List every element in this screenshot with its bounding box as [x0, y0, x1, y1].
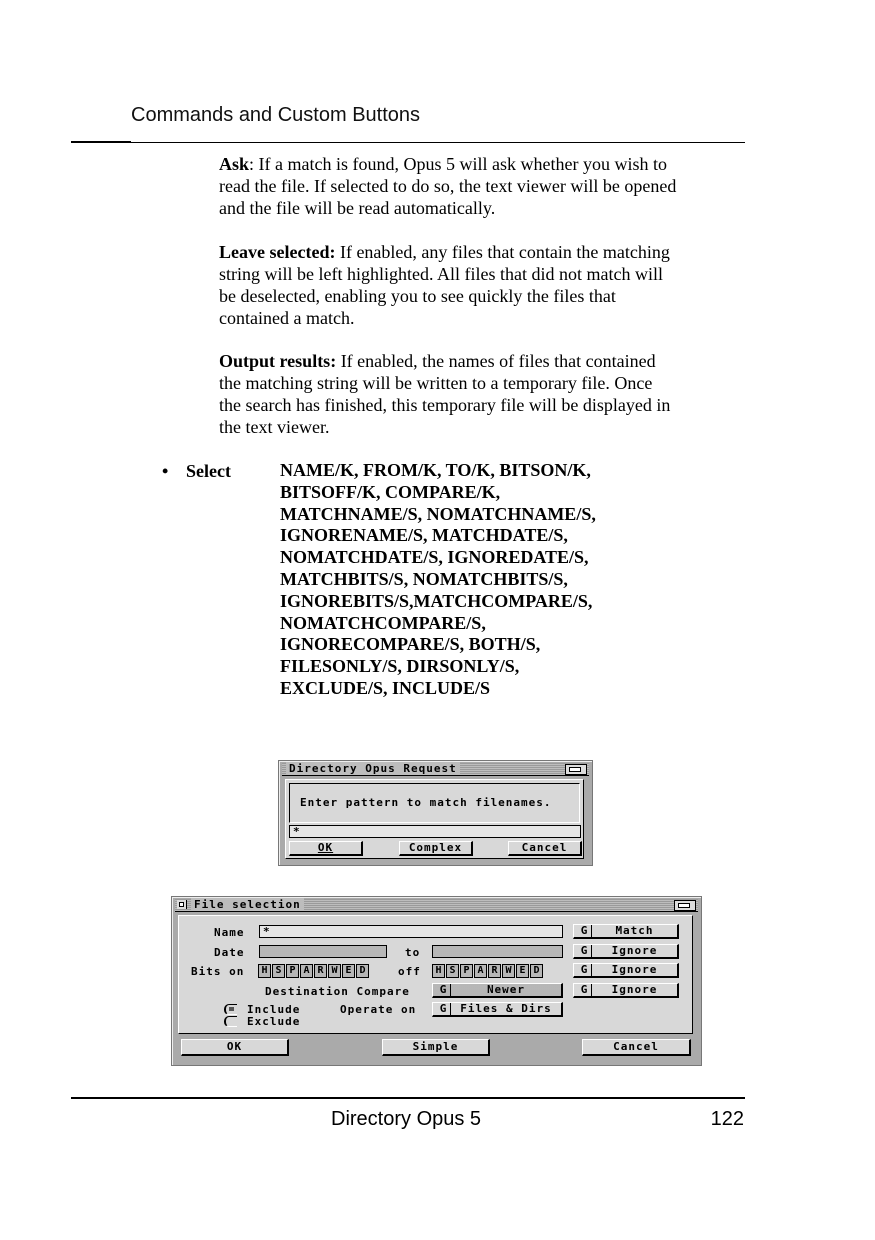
- file-selection-dialog: [171, 896, 702, 1066]
- date-mode-value: Ignore: [611, 944, 658, 957]
- name-mode-value: Match: [615, 924, 654, 937]
- date-to-input[interactable]: [432, 945, 563, 958]
- bit-toggle[interactable]: A: [300, 964, 313, 978]
- paragraph-line: string will be left highlighted. All files that did not match will: [219, 264, 663, 284]
- date-to-label: to: [405, 946, 421, 959]
- bit-toggle[interactable]: D: [530, 964, 543, 978]
- include-radio[interactable]: [224, 1004, 237, 1015]
- bit-toggle[interactable]: H: [432, 964, 445, 978]
- bit-toggle[interactable]: A: [474, 964, 487, 978]
- cycle-icon: G: [577, 984, 592, 996]
- page-header-title: Commands and Custom Buttons: [131, 104, 421, 126]
- bit-toggle[interactable]: S: [272, 964, 285, 978]
- term-leave-selected: Leave selected:: [219, 242, 336, 262]
- simple-button[interactable]: Simple: [382, 1039, 490, 1056]
- paragraph-output-results: [219, 350, 747, 438]
- bit-toggle[interactable]: E: [342, 964, 355, 978]
- term-ask: Ask: [219, 154, 250, 174]
- bit-toggle[interactable]: W: [502, 964, 515, 978]
- date-mode-cycle[interactable]: [573, 944, 679, 959]
- term-output-results: Output results:: [219, 351, 337, 371]
- bit-toggle[interactable]: S: [446, 964, 459, 978]
- request-message-box: [289, 783, 580, 823]
- file-selection-titlebar[interactable]: [175, 899, 698, 912]
- ok-button[interactable]: OK: [289, 841, 363, 856]
- bit-toggle[interactable]: P: [460, 964, 473, 978]
- compare-mode-value: Ignore: [611, 983, 658, 996]
- bits-on-label: Bits on: [191, 965, 245, 978]
- template-line: NOMATCHCOMPARE/S,: [280, 612, 486, 633]
- file-selection-panel: [178, 915, 693, 1034]
- template-line: MATCHBITS/S, NOMATCHBITS/S,: [280, 568, 568, 589]
- template-line: IGNOREBITS/S,MATCHCOMPARE/S,: [280, 590, 593, 611]
- paragraph-line: the matching string will be written to a temporary file. Once: [219, 373, 653, 393]
- paragraph-line: If enabled, any files that contain the matching: [339, 242, 670, 262]
- bit-toggle[interactable]: H: [258, 964, 271, 978]
- paragraph-line: the search has finished, this temporary file will be displayed in: [219, 395, 671, 415]
- depth-gadget-icon[interactable]: [565, 764, 587, 775]
- bit-toggle[interactable]: D: [356, 964, 369, 978]
- request-title: Directory Opus Request: [286, 762, 460, 775]
- cycle-icon: G: [577, 945, 592, 957]
- header-rule: [131, 142, 745, 143]
- header-rule-accent: [71, 141, 131, 143]
- name-input[interactable]: *: [259, 925, 563, 938]
- exclude-radio[interactable]: [224, 1016, 237, 1027]
- depth-gadget-icon[interactable]: [674, 900, 696, 911]
- bits-off-group: [432, 964, 543, 978]
- request-dialog: [278, 760, 593, 866]
- template-line: FILESONLY/S, DIRSONLY/S,: [280, 656, 520, 677]
- footer-title: Directory Opus 5: [331, 1108, 482, 1130]
- compare-cycle[interactable]: [432, 983, 563, 998]
- operate-on-cycle[interactable]: [432, 1002, 563, 1017]
- paragraph-line: read the file. If selected to do so, the text viewer will be opened: [219, 176, 677, 196]
- compare-mode-cycle[interactable]: [573, 983, 679, 998]
- name-mode-cycle[interactable]: [573, 924, 679, 939]
- paragraph-ask: Ask: If a match is found, Opus 5 will ask whether you wish to read the file. If selected to do so, the text viewer will be opened and the file will be read automatically.: [219, 154, 677, 218]
- bullet-dot: •: [162, 461, 169, 481]
- cycle-icon: G: [577, 925, 592, 937]
- request-panel: [285, 779, 584, 859]
- ok-button[interactable]: OK: [181, 1039, 289, 1056]
- cancel-button[interactable]: Cancel: [582, 1039, 691, 1056]
- template-line: IGNORECOMPARE/S, BOTH/S,: [280, 634, 541, 655]
- include-label: Include: [247, 1003, 301, 1016]
- page-number: 122: [710, 1108, 744, 1130]
- paragraph-line: If a match is found, Opus 5 will ask whether you wish to: [258, 154, 667, 174]
- request-message: Enter pattern to match filenames.: [300, 796, 552, 809]
- template-line: IGNORENAME/S, MATCHDATE/S,: [280, 525, 568, 546]
- bits-mode-cycle[interactable]: [573, 963, 679, 978]
- close-gadget-icon[interactable]: [177, 900, 187, 909]
- footer-rule: [71, 1097, 745, 1099]
- destination-compare-label: Destination Compare: [265, 985, 410, 998]
- bit-toggle[interactable]: E: [516, 964, 529, 978]
- bits-on-group: [258, 964, 369, 978]
- command-template: [280, 460, 700, 700]
- bits-off-label: off: [398, 965, 421, 978]
- paragraph-line: and the file will be read automatically.: [219, 198, 496, 218]
- paragraph-line: contained a match.: [219, 308, 355, 328]
- template-line: BITSOFF/K, COMPARE/K,: [280, 481, 501, 502]
- exclude-label: Exclude: [247, 1015, 301, 1028]
- paragraph-leave-selected: [219, 241, 747, 329]
- compare-value: Newer: [486, 983, 526, 996]
- template-line: EXCLUDE/S, INCLUDE/S: [280, 677, 491, 698]
- bit-toggle[interactable]: W: [328, 964, 341, 978]
- complex-button[interactable]: Complex: [399, 841, 473, 856]
- paragraph-line: be deselected, enabling you to see quickly the files that: [219, 286, 616, 306]
- operate-on-value: Files & Dirs: [460, 1002, 552, 1015]
- template-line: MATCHNAME/S, NOMATCHNAME/S,: [280, 503, 596, 524]
- operate-on-label: Operate on: [340, 1003, 417, 1016]
- file-selection-title: File selection: [191, 898, 304, 911]
- paragraph-line: the text viewer.: [219, 417, 330, 437]
- name-label: Name: [214, 926, 245, 939]
- bit-toggle[interactable]: R: [488, 964, 501, 978]
- cycle-icon: G: [577, 964, 592, 976]
- cycle-icon: G: [436, 984, 451, 996]
- date-from-input[interactable]: [259, 945, 387, 958]
- cancel-button[interactable]: Cancel: [508, 841, 582, 856]
- request-titlebar[interactable]: [282, 763, 589, 776]
- command-name: Select: [186, 461, 231, 481]
- date-label: Date: [214, 946, 245, 959]
- bit-toggle[interactable]: P: [286, 964, 299, 978]
- bit-toggle[interactable]: R: [314, 964, 327, 978]
- bits-mode-value: Ignore: [611, 963, 658, 976]
- cycle-icon: G: [436, 1003, 451, 1015]
- template-line: NOMATCHDATE/S, IGNOREDATE/S,: [280, 547, 589, 568]
- paragraph-line: If enabled, the names of files that contained: [340, 351, 656, 371]
- pattern-input[interactable]: *: [289, 825, 581, 838]
- template-line: NAME/K, FROM/K, TO/K, BITSON/K,: [280, 460, 591, 480]
